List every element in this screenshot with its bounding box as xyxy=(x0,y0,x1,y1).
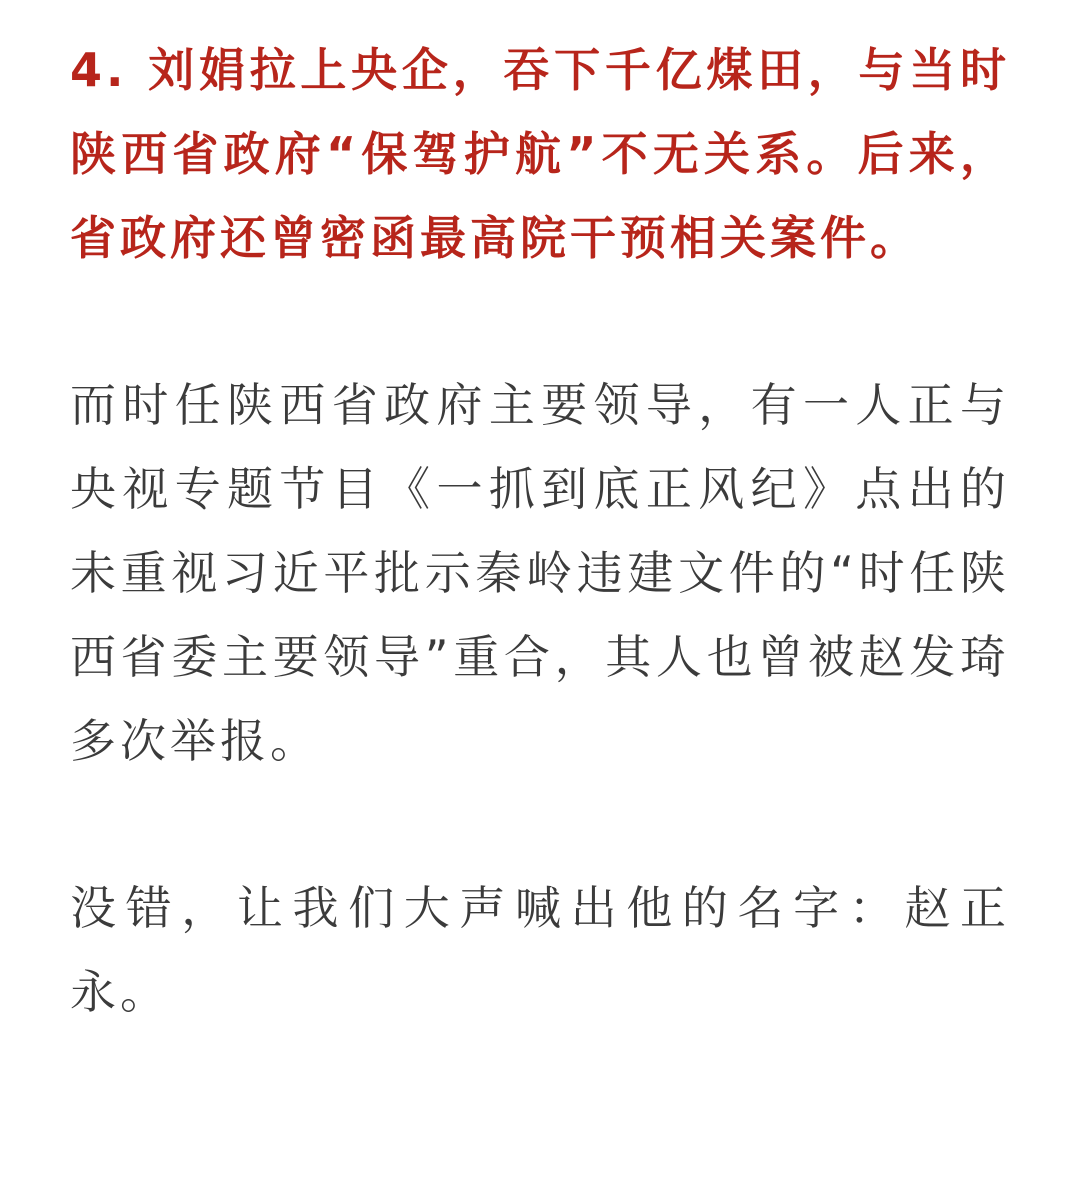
article-body xyxy=(70,28,1010,1034)
body-paragraph-2: 而时任陕西省政府主要领导，有一人正与央视专题节目《一抓到底正风纪》点出的未重视习近平批示秦岭违建文件的“时任陕西省委主要领导”重合，其人也曾被赵发琦多次举报。 xyxy=(70,378,1010,768)
body-paragraph-3: 没错，让我们大声喊出他的名字：赵正永。 xyxy=(70,881,1010,1019)
highlight-paragraph: 4. 刘娟拉上央企，吞下千亿煤田，与当时陕西省政府“保驾护航”不无关系。后来，省政府还曾密函最高院干预相关案件。 xyxy=(70,43,1010,265)
